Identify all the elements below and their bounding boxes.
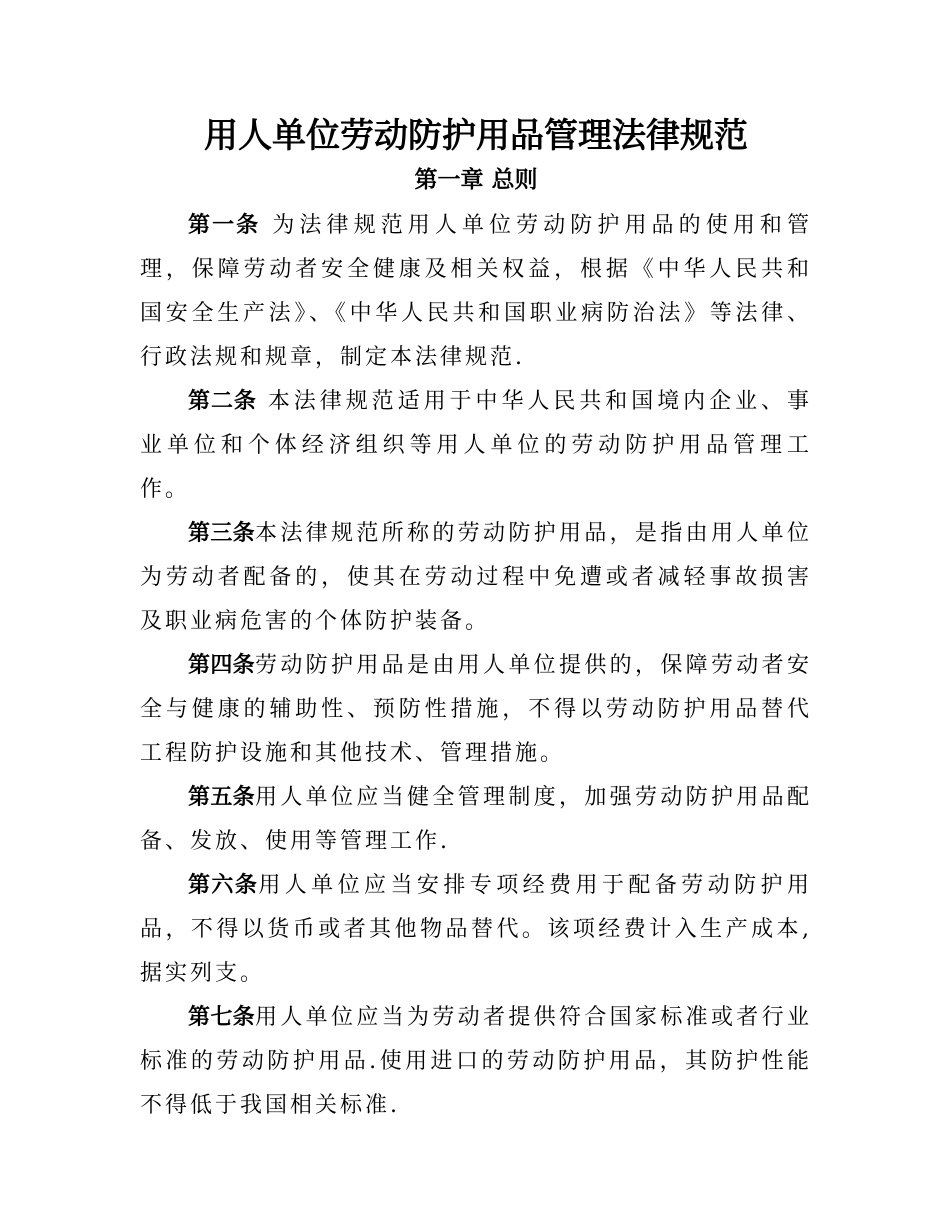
article-5-number: 第五条 (188, 785, 255, 810)
article-4 (140, 644, 812, 776)
article-4-text: 劳动防护用品是由用人单位提供的，保障劳动者安全与健康的辅助性、预防性措施，不得以劳动防护用品替代工程防护设施和其他技术、管理措施。 (140, 653, 812, 766)
article-2-number: 第二条 (188, 389, 257, 414)
article-6 (140, 864, 812, 996)
document-page (140, 110, 812, 1128)
article-3 (140, 512, 812, 644)
article-6-text: 用人单位应当安排专项经费用于配备劳动防护用品，不得以货币或者其他物品替代。该项经费计入生产成本,据实列支。 (140, 873, 812, 986)
article-7 (140, 996, 812, 1128)
article-7-text: 用人单位应当为劳动者提供符合国家标准或者行业标准的劳动防护用品.使用进口的劳动防护用品，其防护性能不得低于我国相关标准. (140, 1005, 812, 1118)
article-1-number: 第一条 (188, 213, 261, 238)
article-2 (140, 380, 812, 512)
article-1 (140, 204, 812, 380)
article-3-number: 第三条 (188, 521, 255, 546)
article-2-text: 本法律规范适用于中华人民共和国境内企业、事业单位和个体经济组织等用人单位的劳动防护用品管理工作。 (140, 389, 812, 502)
article-5-text: 用人单位应当健全管理制度，加强劳动防护用品配备、发放、使用等管理工作. (140, 785, 812, 854)
article-3-text: 本法律规范所称的劳动防护用品，是指由用人单位为劳动者配备的，使其在劳动过程中免遭或者减轻事故损害及职业病危害的个体防护装备。 (140, 521, 812, 634)
article-1-text: 为法律规范用人单位劳动防护用品的使用和管理，保障劳动者安全健康及相关权益，根据《中华人民共和国安全生产法》、《中华人民共和国职业病防治法》等法律、行政法规和规章，制定本法律规范. (140, 213, 812, 370)
article-5 (140, 776, 812, 864)
article-7-number: 第七条 (188, 1005, 255, 1030)
article-6-number: 第六条 (188, 873, 259, 898)
document-title: 用人单位劳动防护用品管理法律规范 (204, 116, 748, 156)
article-4-number: 第四条 (188, 653, 255, 678)
chapter-title: 第一章 总则 (414, 167, 538, 193)
